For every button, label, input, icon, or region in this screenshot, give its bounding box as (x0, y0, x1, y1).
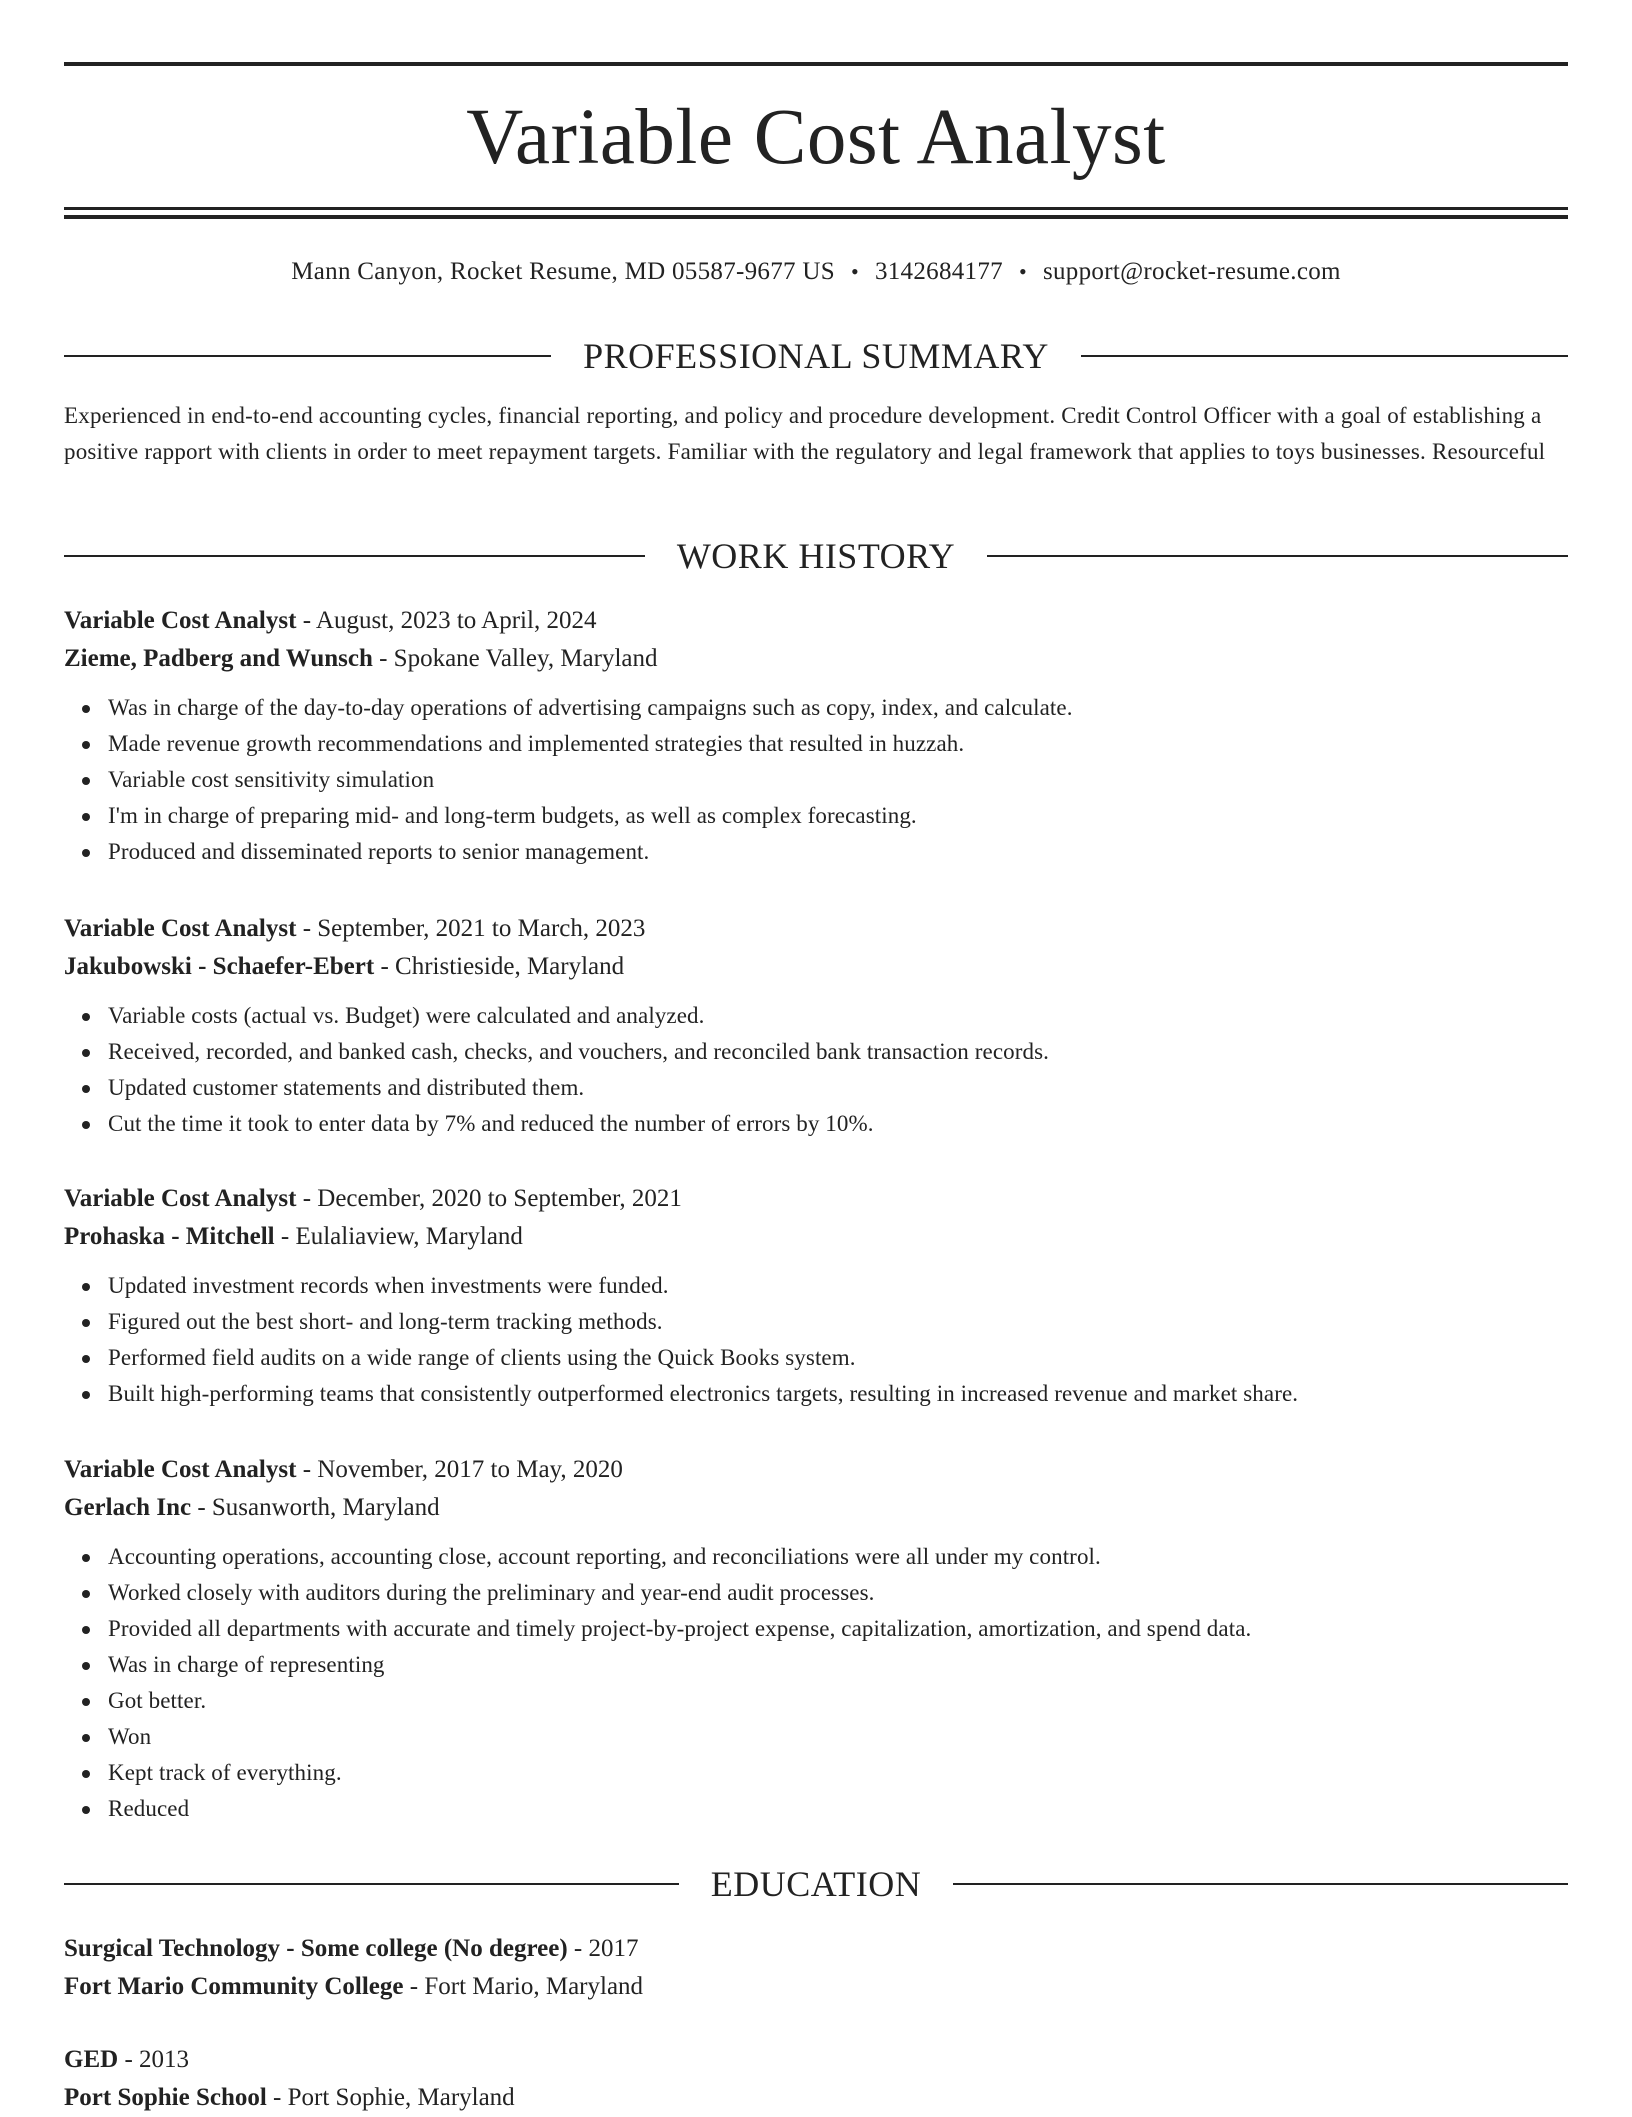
job-title-line (64, 1180, 1568, 1218)
list-item: Accounting operations, accounting close, account reporting, and reconciliations were all under my control. (108, 1539, 1568, 1575)
list-item: Provided all departments with accurate and timely project-by-project expense, capitalization, amortization, and spend data. (108, 1611, 1568, 1647)
divider-line (1081, 355, 1568, 357)
contact-address: Mann Canyon, Rocket Resume, MD 05587-9677 US (291, 258, 835, 285)
job-entry (64, 1180, 1568, 1412)
list-item: Won (108, 1719, 1568, 1755)
job-company: Prohaska - Mitchell (64, 1223, 275, 1250)
list-item: Was in charge of representing (108, 1647, 1568, 1683)
divider-line (64, 1883, 679, 1885)
section-heading-education (64, 1862, 1568, 1906)
contact-line (64, 255, 1568, 289)
education-year: - 2017 (567, 1935, 639, 1962)
divider-line (64, 355, 551, 357)
list-item: I'm in charge of preparing mid- and long-term budgets, as well as complex forecasting. (108, 798, 1568, 834)
section-heading-work (64, 534, 1568, 578)
education-school-line (64, 2079, 1568, 2117)
summary-text: Experienced in end-to-end accounting cycles, financial reporting, and policy and procedure development. Credit Control Officer with a goal of establishing a positive rapport with clients in order to meet repayment targets. Familiar with the regulatory and legal framework that applies to toys businesses. Resourceful (64, 403, 1546, 464)
job-title-line (64, 910, 1568, 948)
list-item: Got better. (108, 1683, 1568, 1719)
education-school: Port Sophie School (64, 2084, 267, 2111)
education-degree: GED (64, 2046, 119, 2073)
job-title-line (64, 602, 1568, 640)
job-company: Gerlach Inc (64, 1494, 192, 1521)
job-location: - Christieside, Maryland (374, 953, 625, 980)
job-title-line (64, 1451, 1568, 1489)
list-item: Kept track of everything. (108, 1755, 1568, 1791)
section-title: PROFESSIONAL SUMMARY (583, 336, 1049, 376)
list-item: Updated investment records when investments were funded. (108, 1268, 1568, 1304)
job-title: Variable Cost Analyst (64, 1456, 297, 1483)
education-location: - Fort Mario, Maryland (403, 1973, 644, 2000)
top-rule (64, 62, 1568, 66)
job-location: - Spokane Valley, Maryland (372, 645, 658, 672)
job-location: - Eulaliaview, Maryland (274, 1223, 523, 1250)
divider-line (987, 555, 1568, 557)
job-company: Zieme, Padberg and Wunsch (64, 645, 373, 672)
contact-email: support@rocket-resume.com (1042, 258, 1341, 285)
job-title: Variable Cost Analyst (64, 1185, 297, 1212)
job-dates: - December, 2020 to September, 2021 (296, 1185, 682, 1212)
job-entry (64, 910, 1568, 1142)
job-title: Variable Cost Analyst (64, 915, 297, 942)
job-bullets (64, 1539, 1568, 1827)
list-item: Was in charge of the day-to-day operations of advertising campaigns such as copy, index, and calculate. (108, 690, 1568, 726)
list-item: Built high-performing teams that consistently outperformed electronics targets, resulting in increased revenue and market share. (108, 1376, 1568, 1412)
job-dates: - November, 2017 to May, 2020 (296, 1456, 623, 1483)
list-item: Figured out the best short- and long-term tracking methods. (108, 1304, 1568, 1340)
job-dates: - August, 2023 to April, 2024 (296, 607, 597, 634)
list-item: Worked closely with auditors during the preliminary and year-end audit processes. (108, 1575, 1568, 1611)
double-rule (64, 207, 1568, 219)
job-dates: - September, 2021 to March, 2023 (296, 915, 646, 942)
job-title: Variable Cost Analyst (64, 607, 297, 634)
job-entry (64, 1451, 1568, 1827)
job-company: Jakubowski - Schaefer-Ebert (64, 953, 375, 980)
contact-separator: • (850, 259, 859, 284)
list-item: Updated customer statements and distributed them. (108, 1070, 1568, 1106)
list-item: Produced and disseminated reports to senior management. (108, 834, 1568, 870)
section-title: EDUCATION (710, 1864, 922, 1904)
education-degree: Surgical Technology - Some college (No degree) (64, 1935, 568, 1962)
education-year: - 2013 (118, 2046, 190, 2073)
contact-separator: • (1018, 259, 1027, 284)
education-school-line (64, 1968, 1568, 2006)
job-bullets (64, 1268, 1568, 1412)
job-company-line (64, 1489, 1568, 1527)
education-degree-line (64, 1930, 1568, 1968)
divider-line (64, 555, 645, 557)
section-title: WORK HISTORY (676, 536, 956, 576)
divider-line (953, 1883, 1568, 1885)
education-degree-line (64, 2041, 1568, 2079)
list-item: Performed field audits on a wide range of clients using the Quick Books system. (108, 1340, 1568, 1376)
education-school: Fort Mario Community College (64, 1973, 404, 2000)
list-item: Cut the time it took to enter data by 7% and reduced the number of errors by 10%. (108, 1106, 1568, 1142)
section-heading-summary (64, 334, 1568, 378)
job-location: - Susanworth, Maryland (191, 1494, 440, 1521)
contact-phone: 3142684177 (874, 258, 1003, 285)
job-company-line (64, 640, 1568, 678)
job-entry (64, 602, 1568, 870)
job-company-line (64, 1218, 1568, 1256)
education-location: - Port Sophie, Maryland (266, 2084, 515, 2111)
list-item: Made revenue growth recommendations and implemented strategies that resulted in huzzah. (108, 726, 1568, 762)
education-entry (64, 1930, 1568, 2006)
education-entry (64, 2041, 1568, 2117)
list-item: Received, recorded, and banked cash, checks, and vouchers, and reconciled bank transaction records. (108, 1034, 1568, 1070)
page-title: Variable Cost Analyst (466, 94, 1166, 181)
list-item: Reduced (108, 1791, 1568, 1827)
list-item: Variable cost sensitivity simulation (108, 762, 1568, 798)
list-item: Variable costs (actual vs. Budget) were calculated and analyzed. (108, 998, 1568, 1034)
job-bullets (64, 690, 1568, 870)
job-company-line (64, 948, 1568, 986)
job-bullets (64, 998, 1568, 1142)
